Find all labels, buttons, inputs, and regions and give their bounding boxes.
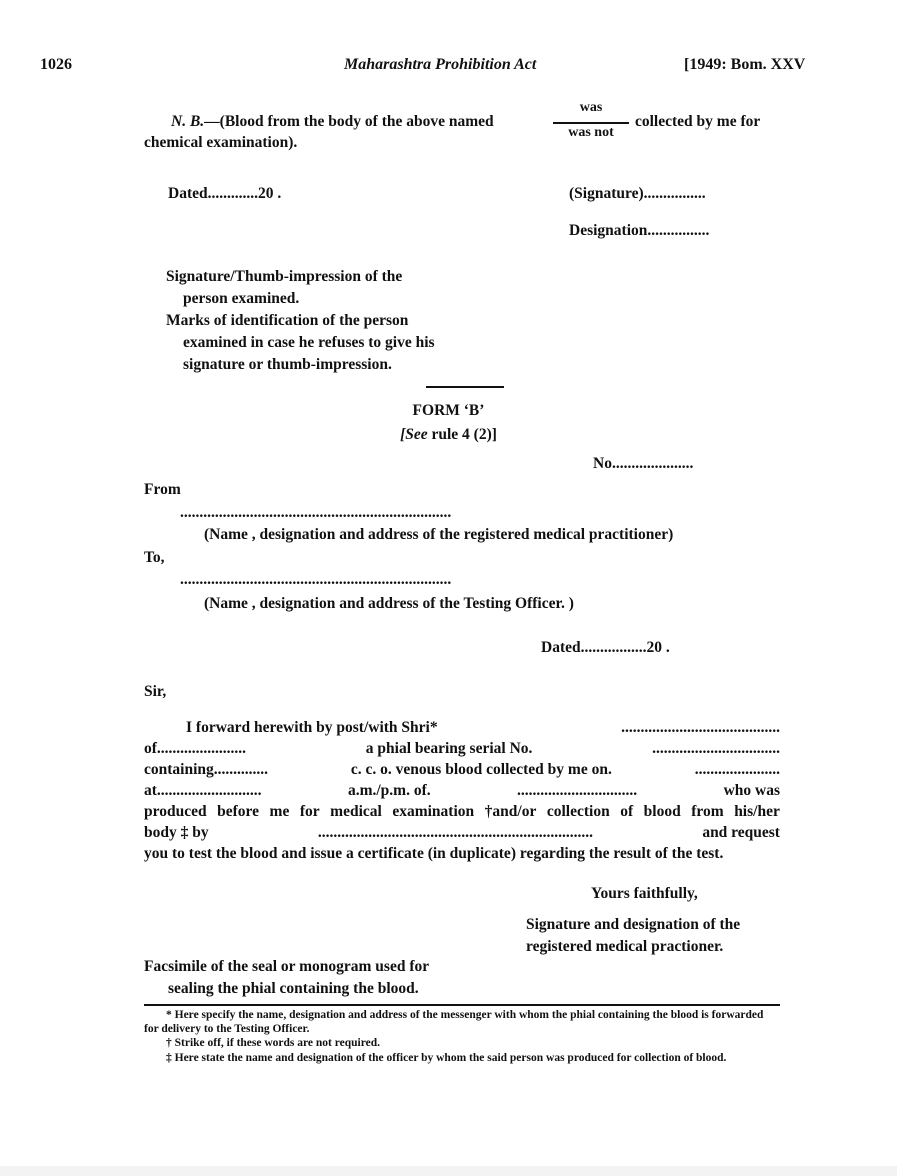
footnote-1: * Here specify the name, designation and address of the messenger with whom the phial containing the blood is forwarded for delivery to the Testing Officer. [144, 1009, 764, 1035]
w11: from [691, 803, 724, 820]
letter-line2-b: a phial bearing serial No. [365, 740, 533, 757]
page-number: 1026 [40, 56, 72, 73]
dated-field: Dated.............20 . [168, 185, 282, 202]
person-line4: examined in case he refuses to give his [183, 334, 435, 351]
from-dots: ...................................................................... [180, 504, 452, 521]
letter-line4-d: who was [723, 782, 780, 799]
nb-text-after: collected by me for [635, 113, 761, 130]
letter-line1-text: I forward herewith by post/with Shri* [186, 719, 438, 736]
letter-dated: Dated.................20 . [541, 639, 670, 656]
letter-line5 [144, 803, 780, 821]
to-dots: ...................................................................... [180, 571, 452, 588]
nb-lead: N. B. [171, 113, 205, 130]
letter-line3 [144, 761, 780, 779]
letter-line6 [144, 824, 780, 842]
letter-line6-b: ....................................................................... [317, 824, 594, 841]
nb-option-bottom: was not [568, 125, 614, 140]
form-title: FORM ‘B’ [412, 402, 485, 419]
signature-field: (Signature)................ [569, 185, 706, 202]
w5: medical [330, 803, 382, 820]
w9: of [620, 803, 634, 820]
closing: Yours faithfully, [591, 885, 698, 902]
letter-line1 [186, 719, 780, 737]
footnote-rule [144, 1004, 780, 1006]
running-title: Maharashtra Prohibition Act [344, 56, 537, 73]
w10: blood [643, 803, 681, 820]
form-number: No..................... [593, 455, 694, 472]
to-label: To, [144, 549, 165, 566]
letter-line6-a: body ‡ by [144, 824, 209, 841]
w6: examination [392, 803, 475, 820]
letter-line4-c: ............................... [517, 782, 638, 799]
w7: †and/or [484, 803, 537, 820]
nb-fraction-rule [553, 122, 629, 124]
designation-field: Designation................ [569, 222, 710, 239]
footnote-2: † Strike off, if these words are not required. [166, 1037, 381, 1049]
person-line5: signature or thumb-impression. [183, 356, 392, 373]
letter-line2-c: ................................. [652, 740, 780, 757]
w2: before [217, 803, 260, 820]
letter-line3-b: c. c. o. venous blood collected by me on. [350, 761, 612, 778]
letter-line4-b: a.m./p.m. of. [347, 782, 431, 799]
signature-line1: Signature and designation of the [526, 916, 741, 933]
letter-line1-dots: ......................................... [621, 719, 780, 736]
w12: his/her [734, 803, 780, 820]
w3: me [269, 803, 290, 820]
w8: collection [546, 803, 610, 820]
person-line3: Marks of identification of the person [166, 312, 409, 329]
nb-line2: chemical examination). [144, 134, 298, 151]
letter-line3-a: containing.............. [144, 761, 269, 778]
to-caption: (Name , designation and address of the Testing Officer. ) [204, 595, 574, 612]
person-line1: Signature/Thumb-impression of the [166, 268, 403, 285]
salutation: Sir, [144, 683, 167, 700]
footnote-3: ‡ Here state the name and designation of the officer by whom the said person was produced for collection of blood. [166, 1052, 727, 1064]
section-divider [426, 386, 504, 388]
nb-text-before: —(Blood from the body of the above named [204, 113, 494, 130]
nb-line1 [171, 113, 494, 131]
form-rule-ref-rest: rule 4 (2)] [427, 426, 497, 443]
scan-edge [0, 1166, 897, 1176]
letter-line3-c: ...................... [694, 761, 780, 778]
nb-option-top: was [579, 100, 603, 115]
letter-line4 [144, 782, 780, 800]
w1: produced [144, 803, 207, 820]
from-caption: (Name , designation and address of the registered medical practitioner) [204, 526, 674, 543]
signature-line2: registered medical practioner. [526, 938, 724, 955]
letter-line2-a: of....................... [144, 740, 247, 757]
w4: for [299, 803, 320, 820]
form-rule-ref [0, 426, 897, 444]
letter-line2 [144, 740, 780, 758]
form-rule-ref-italic: [See [400, 426, 428, 443]
letter-line6-c: and request [702, 824, 780, 841]
seal-line2: sealing the phial containing the blood. [168, 980, 419, 997]
person-line2: person examined. [183, 290, 300, 307]
letter-line4-a: at........................... [144, 782, 262, 799]
from-label: From [144, 481, 181, 498]
act-citation: [1949: Bom. XXV [684, 56, 806, 73]
seal-line1: Facsimile of the seal or monogram used for [144, 958, 430, 975]
letter-line7: you to test the blood and issue a certificate (in duplicate) regarding the result of the test. [144, 845, 724, 862]
